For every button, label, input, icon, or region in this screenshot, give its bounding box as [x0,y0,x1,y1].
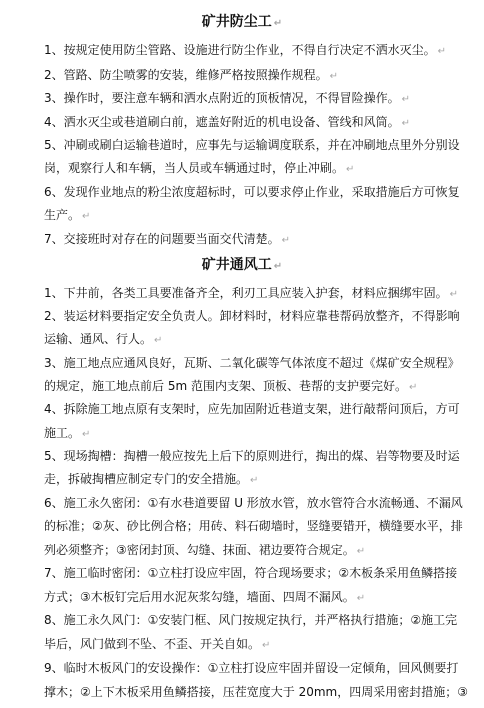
line-text: 4、拆除施工地点原有支架时，应先加固附近巷道支架，进行敲帮问顶后，方可 [44,402,460,416]
line-text: 4、洒水灭尘或巷道刷白前，遮盖好附近的机电设备、管线和风筒。 [44,115,400,129]
para-line [44,448,460,464]
paragraph-mark: ↵ [82,211,91,222]
section-title-dust [0,13,484,33]
para-line [44,160,354,178]
line-text: 生产。 [44,208,81,222]
line-text: 的规定，施工地点前后 5m 范围内支架、顶板、巷帮的支护要完好。 [44,379,407,393]
para-line [44,331,162,349]
para-line [44,495,463,511]
line-text: 1、按规定使用防尘管路、设施进行防尘作业，不得自行决定不洒水灭尘。 [44,43,436,57]
paragraph-mark: ↵ [437,46,447,57]
line-text: 2、装运材料要指定安全负责人。卸材料时，材料应靠巷帮码放整齐，不得影响 [44,309,460,323]
paragraph-mark: ↵ [401,118,411,129]
paragraph-mark: ↵ [273,261,283,272]
paragraph-mark: ↵ [401,94,411,105]
paragraph-mark: ↵ [356,546,366,557]
para-line [44,114,410,132]
line-text: 5、冲刷或刷白运输巷道时，应事先与运输调度联系，并在冲刷地点里外分别设 [44,138,460,152]
line-text: 施工。 [44,426,81,440]
section-title-text: 矿井防尘工 [201,14,272,30]
para-line [44,378,417,396]
para-line [44,542,365,560]
line-text: 5、现场掏槽：掏槽一般应按先上后下的原则进行，掏出的煤、岩等物要及时运 [44,449,460,463]
line-text: 9、临时木板风门的安设操作：①立柱打设应牢固并留设一定倾角，回风侧要打 [44,661,459,675]
paragraph-mark: ↵ [408,382,418,393]
line-text: 运输、通风、行人。 [44,332,153,346]
paragraph-mark: ↵ [281,235,291,246]
line-text: 走，拆破掏槽应制定专门的安全措施。 [44,472,249,486]
section-title-ventilation [0,256,484,276]
para-line [44,184,460,200]
paragraph-mark: ↵ [82,429,91,440]
line-text: 2、管路、防尘喷雾的安装，维修严格按照操作规程。 [44,68,328,82]
line-text: 3、操作时，要注意车辆和洒水点附近的顶板情况，不得冒险操作。 [44,91,400,105]
para-line [44,636,270,654]
para-line [44,589,365,607]
line-text: 6、发现作业地点的粉尘浓度超标时，可以要求停止作业，采取措施后方可恢复 [44,185,460,199]
paragraph-mark: ↵ [262,640,271,651]
paragraph-mark: ↵ [356,593,366,604]
line-text: 7、交接班时对存在的问题要当面交代清楚。 [44,232,280,246]
para-line [44,518,463,534]
para-line [44,612,457,628]
line-text: 8、施工永久风门：①安装门框、风门按规定执行，并严格执行措施；②施工完 [44,613,458,627]
para-line [44,565,457,581]
line-text: 3、施工地点应通风良好，瓦斯、二氧化碳等气体浓度不超过《煤矿安全规程》 [44,356,460,370]
line-text: 1、下井前，各类工具要准备齐全，利刃工具应装入护套，材料应捆绑牢固。 [44,286,448,300]
line-text: 6、施工永久密闭：①有水巷道要留 U 形放水管，放水管符合水流畅通、不漏风 [44,496,463,510]
line-text: 的标准；②灰、砂比例合格；用砖、料石砌墙时，竖缝要错开，横缝要水平，排 [44,519,463,533]
paragraph-mark: ↵ [154,335,163,346]
para-line [44,660,458,676]
section-title-text: 矿井通风工 [201,257,272,273]
line-text: 列必须整齐；③密闭封顶、勾缝、抹面、裙边要符合规定。 [44,543,355,557]
line-text: 方式；③木板钉完后用水泥灰浆勾缝，墙面、四周不漏风。 [44,590,355,604]
paragraph-mark: ↵ [273,18,283,29]
para-line [44,90,410,108]
para-line [44,137,460,153]
para-line [44,207,90,225]
para-line [44,42,446,60]
para-line [44,471,258,489]
para-line [44,231,290,249]
paragraph-mark: ↵ [329,71,339,82]
paragraph-mark: ↵ [449,289,459,300]
paragraph-mark: ↵ [346,164,355,175]
para-line [44,67,338,85]
para-line [44,401,460,417]
line-text: 毕后，风门做到不坠、不歪、开关自如。 [44,637,261,651]
line-text: 岗，观察行人和车辆，当人员或车辆通过时，停止冲刷。 [44,161,345,175]
para-line [44,355,460,371]
para-line [44,425,90,443]
para-line [44,308,460,324]
para-line [44,684,468,700]
para-line [44,285,458,303]
paragraph-mark: ↵ [250,475,259,486]
line-text: 撑木；②上下木板采用鱼鳞搭接，压茬宽度大于 20mm，四周采用密封措施；③ [44,685,468,699]
line-text: 7、施工临时密闭：①立柱打设应牢固，符合现场要求；②木板条采用鱼鳞搭接 [44,566,458,580]
